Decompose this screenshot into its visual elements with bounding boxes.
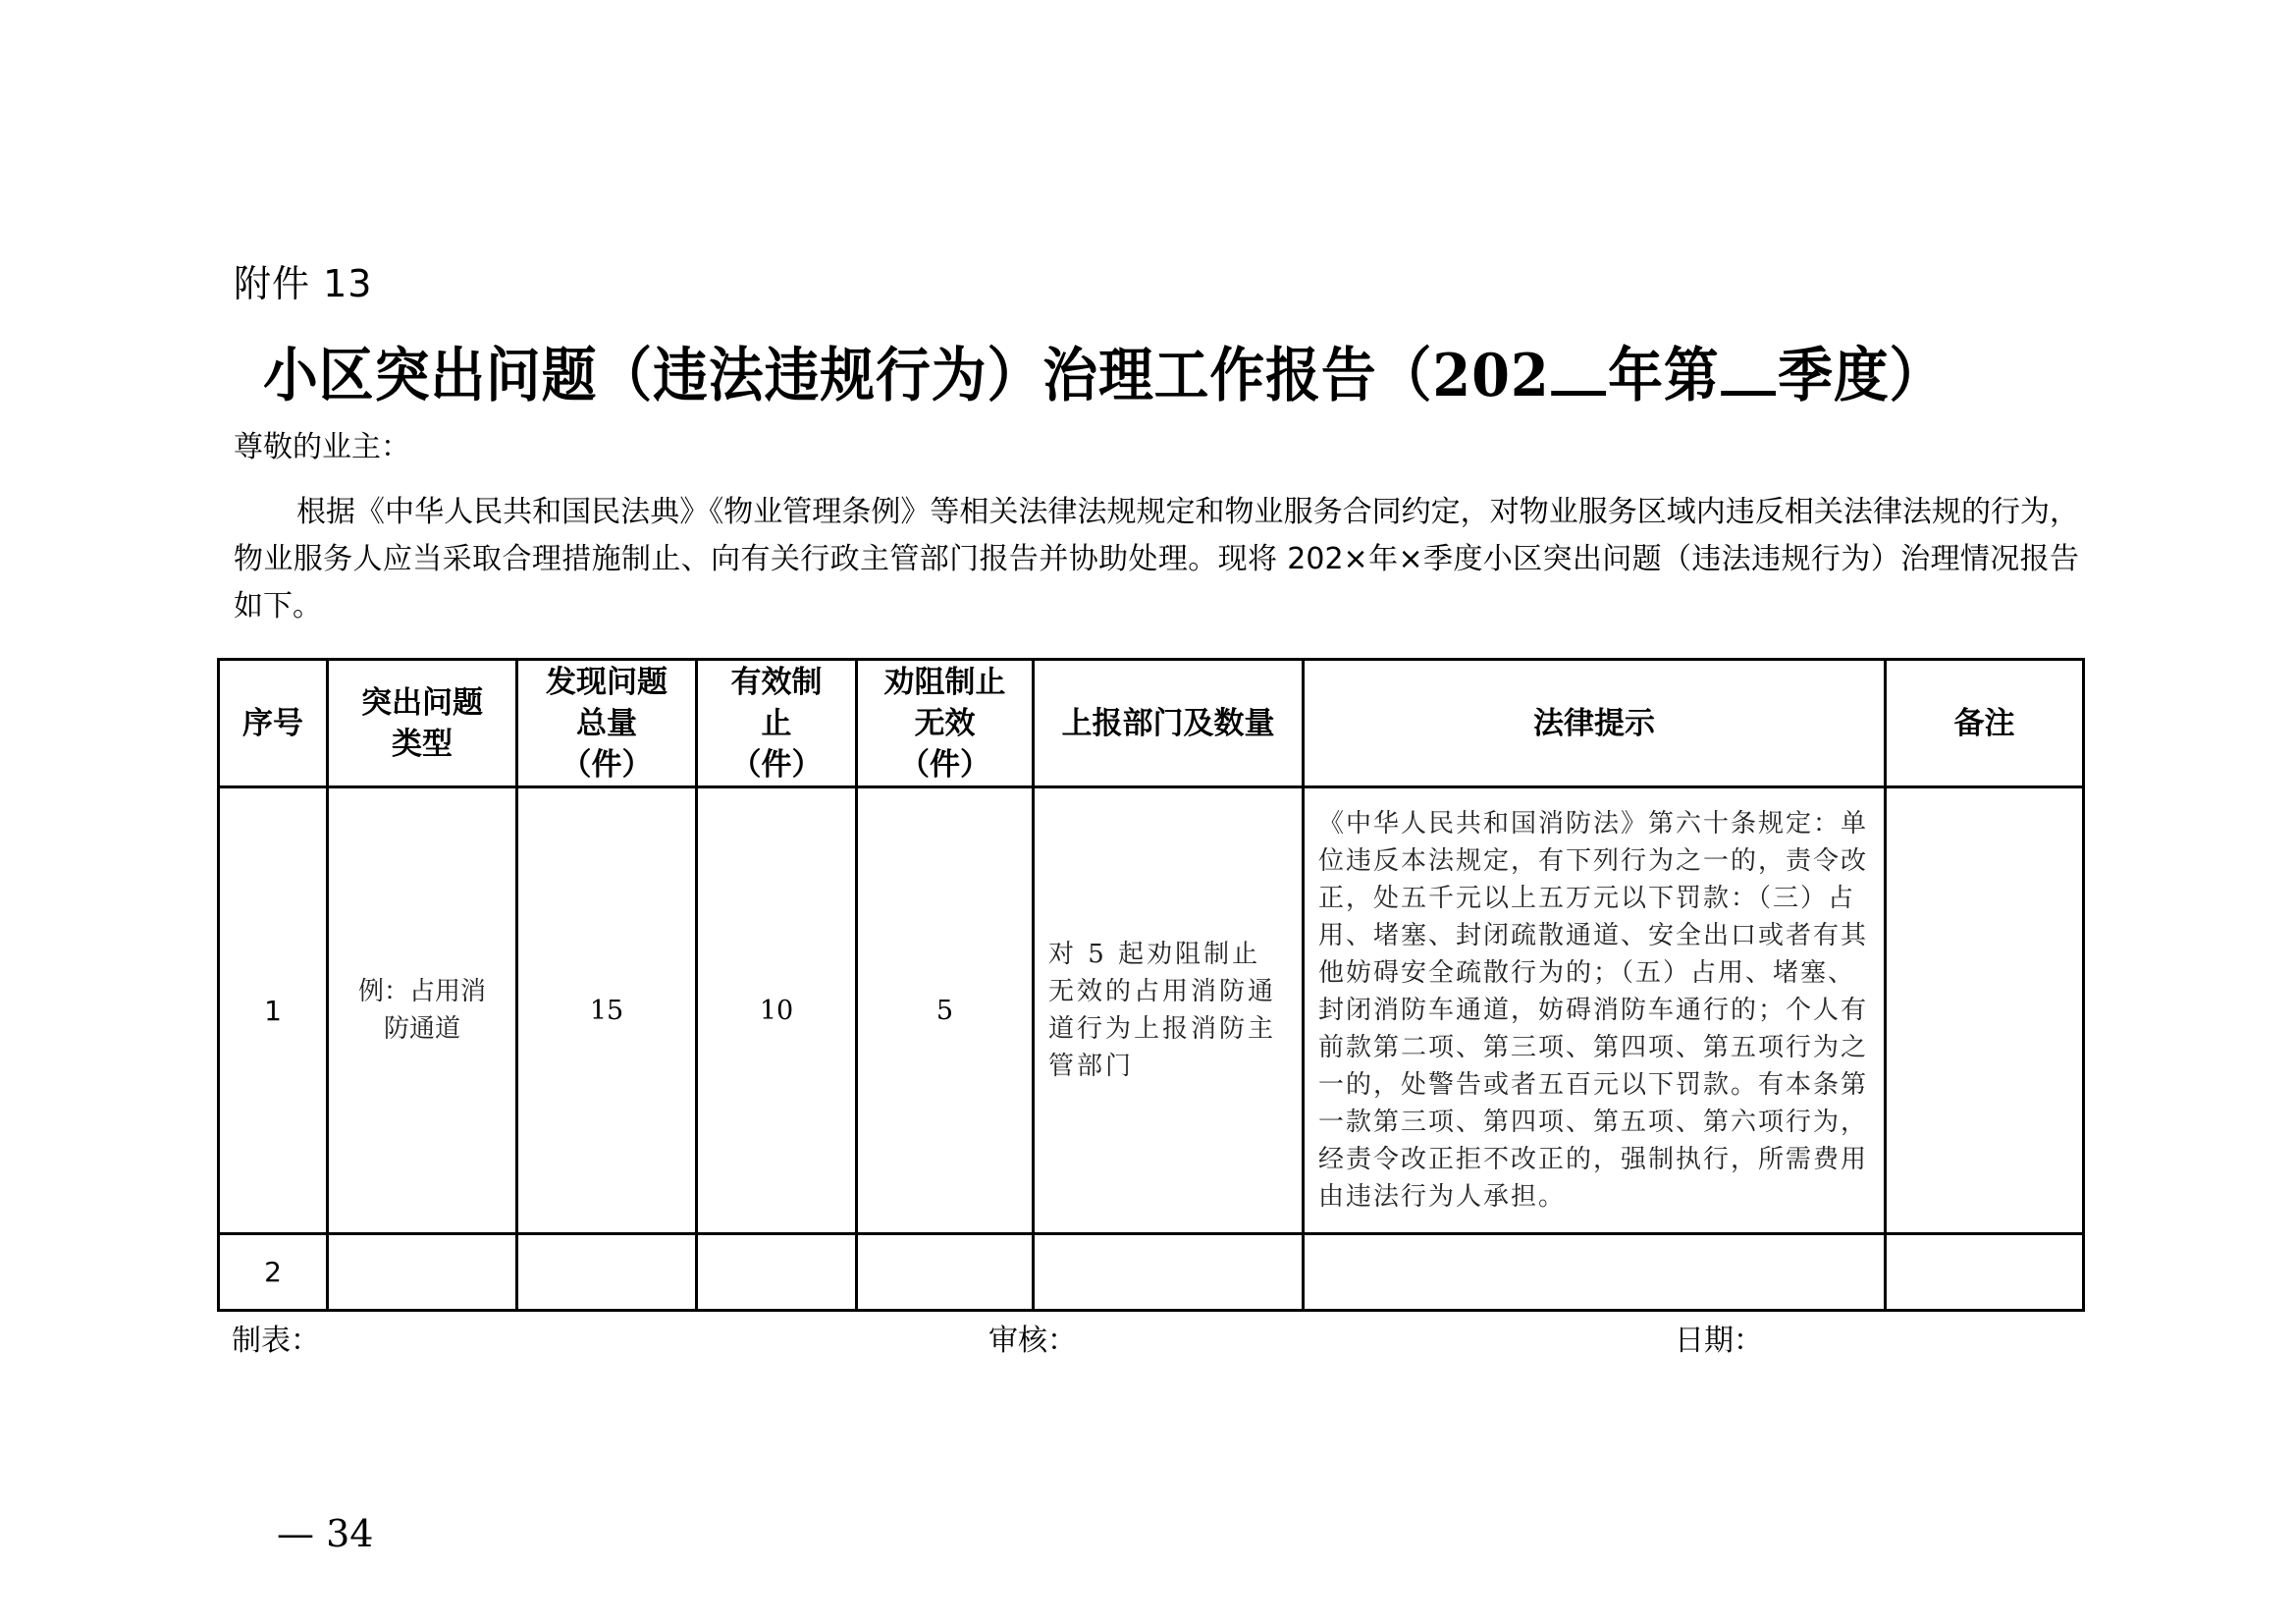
quarter-blank[interactable] — [1721, 332, 1776, 396]
header-remark — [1886, 660, 2084, 787]
header-legal — [1304, 660, 1886, 787]
table-row — [219, 1234, 2084, 1311]
header-line: 有效制 — [730, 664, 823, 700]
table-header-row — [219, 660, 2084, 787]
header-stopped — [697, 660, 857, 787]
header-line: 突出问题 — [361, 684, 483, 721]
header-seq — [219, 660, 328, 787]
header-line: 备注 — [1953, 705, 2015, 741]
title-prefix: 小区突出问题（违法违规行为）治理工作报告（202 — [263, 342, 1550, 410]
page-number: — 34 — [277, 1512, 374, 1555]
title-suffix: 季度） — [1778, 342, 1946, 410]
header-reported — [1034, 660, 1304, 787]
cell-seq[interactable]: 1 — [219, 787, 328, 1234]
salutation: 尊敬的业主： — [234, 430, 410, 464]
page-title — [263, 329, 1945, 413]
intro-paragraph: 根据《中华人民共和国民法典》《物业管理条例》等相关法律法规规定和物业服务合同约定，对物业服务区域内违反相关法律法规的行为，物业服务人应当采取合理措施制止、向有关行政主管部门报告并协助处理。现将 202×年×季度小区突出问题（违法违规行为）治理情况报告如下。 — [234, 495, 2079, 623]
title-mid: 年第 — [1608, 342, 1720, 410]
header-line: 发现问题 — [546, 664, 667, 700]
cell-total[interactable]: 15 — [517, 787, 697, 1234]
header-line: （件） — [561, 746, 653, 783]
cell-legal[interactable] — [1304, 1234, 1886, 1311]
cell-stopped[interactable] — [697, 1234, 857, 1311]
header-line: 上报部门及数量 — [1061, 705, 1275, 741]
cell-stopped[interactable]: 10 — [697, 787, 857, 1234]
cell-remark[interactable] — [1886, 787, 2084, 1234]
cell-remark[interactable] — [1886, 1234, 2084, 1311]
header-total — [517, 660, 697, 787]
header-type — [328, 660, 517, 787]
header-line: 劝阻制止 — [883, 664, 1006, 700]
header-ineffective — [857, 660, 1034, 787]
header-line: 止 — [761, 705, 792, 741]
header-line: 类型 — [392, 726, 453, 762]
year-blank[interactable] — [1551, 332, 1606, 396]
cell-type[interactable] — [328, 1234, 517, 1311]
footer-made-by: 制表： — [232, 1324, 320, 1358]
table-row — [219, 787, 2084, 1234]
header-line: 无效 — [914, 705, 976, 741]
cell-reported[interactable] — [1034, 1234, 1304, 1311]
cell-type[interactable]: 例：占用消防通道 — [328, 787, 517, 1234]
header-line: （件） — [730, 746, 823, 783]
attachment-label: 附件 13 — [234, 262, 373, 305]
cell-seq[interactable]: 2 — [219, 1234, 328, 1311]
report-table — [217, 658, 2085, 1312]
cell-legal[interactable]: 《中华人民共和国消防法》第六十条规定：单位违反本法规定，有下列行为之一的，责令改正，处五千元以上五万元以下罚款：（三）占用、堵塞、封闭疏散通道、安全出口或者有其他妨碍安全疏散行为的；（五）占用、堵塞、封闭消防车通道，妨碍消防车通行的；个人有前款第二项、第三项、第四项、第五项行为之一的，处警告或者五百元以下罚款。有本条第一款第三项、第四项、第五项、第六项行为，经责令改正拒不改正的，强制执行，所需费用由违法行为人承担。 — [1304, 787, 1886, 1234]
header-line: （件） — [899, 746, 990, 783]
header-line: 总量 — [576, 705, 637, 741]
header-line: 序号 — [242, 705, 303, 741]
header-line: 法律提示 — [1533, 705, 1655, 741]
cell-ineffective[interactable] — [857, 1234, 1034, 1311]
cell-ineffective[interactable]: 5 — [857, 787, 1034, 1234]
cell-total[interactable] — [517, 1234, 697, 1311]
cell-reported[interactable]: 对 5 起劝阻制止无效的占用消防通道行为上报消防主管部门 — [1034, 787, 1304, 1234]
footer-date: 日期： — [1675, 1324, 1763, 1358]
footer-reviewed-by: 审核： — [988, 1324, 1077, 1358]
